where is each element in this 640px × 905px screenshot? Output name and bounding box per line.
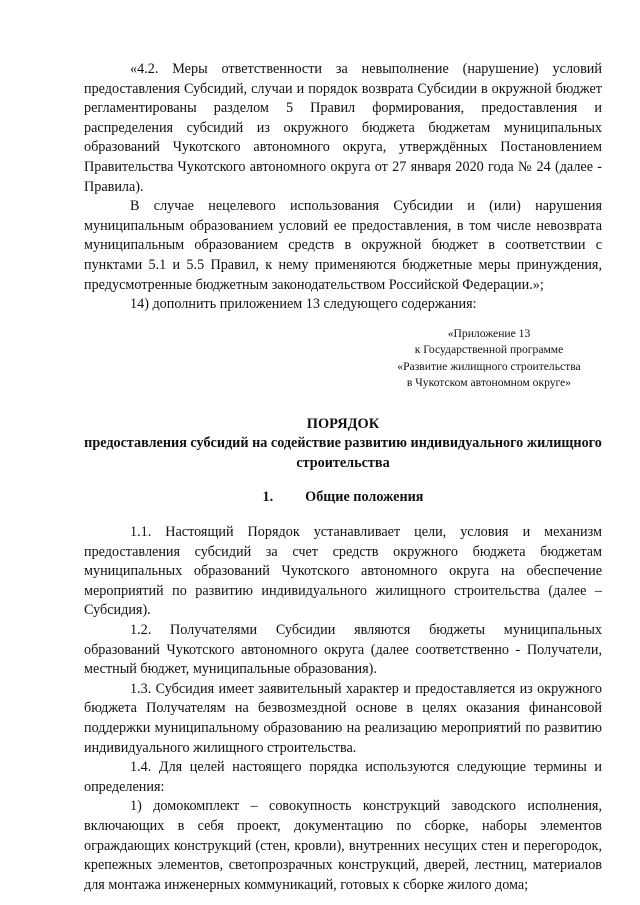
section-number: 1. [262, 488, 274, 505]
appendix-line: к Государственной программе [414, 343, 564, 357]
title-main: ПОРЯДОК [306, 415, 380, 432]
document-page [84, 60, 602, 895]
paragraph-1-1: 1.1. Настоящий Порядок устанавливает цели, условия и механизм предоставления субсидий за счет средств окружного бюджета бюджетам муниципальных образований Чукотского автономного округа на обеспечение мероприятий по развитию индивидуального жилищного строительства (далее – Субсидия). [84, 524, 602, 619]
section-title: Общие положения [305, 488, 424, 505]
paragraph-4-2: «4.2. Меры ответственности за невыполнение (нарушение) условий предоставления Субсидий, случаи и порядок возврата Субсидии в окружной бюджет регламентированы разделом 5 Правил формирования, предоставления и распределения субсидий из окружного бюджета бюджетам муниципальных образований Чукотского автономного округа, утверждённых Постановлением Правительства Чукотского автономного округа от 27 января 2020 года № 24 (далее - Правила). [84, 61, 602, 195]
document-title [84, 415, 602, 474]
paragraph-amendment-14: 14) дополнить приложением 13 следующего содержания: [130, 296, 477, 313]
paragraph-1-2: 1.2. Получателями Субсидии являются бюджеты муниципальных образований Чукотского автономного округа (далее соответственно - Получатели, местный бюджет, муниципальные образования). [84, 622, 602, 678]
paragraph-1-3: 1.3. Субсидия имеет заявительный характер и предоставляется из окружного бюджета Получателям на безвозмездной основе в целях оказания финансовой поддержки муниципальному образованию на реализацию мероприятий по развитию индивидуального жилищного строительства. [84, 680, 602, 756]
appendix-line: «Приложение 13 [447, 326, 531, 340]
title-sub: предоставления субсидий на содействие развитию индивидуального жилищного строительства [84, 435, 602, 471]
appendix-line: в Чукотском автономном округе» [406, 376, 572, 390]
appendix-header [84, 326, 602, 392]
paragraph-definition-1: 1) домокомплект – совокупность конструкций заводского исполнения, включающих в себя проект, документацию по сборке, наборы элементов ограждающих конструкций (стен, кровли), внутренних несущих стен и перегородок, крепежных элементов, светопрозрачных конструкций, дверей, лестниц, материалов для монтажа инженерных коммуникаций, готовых к сборке жилого дома; [84, 798, 602, 893]
appendix-line: «Развитие жилищного строительства [397, 359, 581, 373]
paragraph-1-4: 1.4. Для целей настоящего порядка используются следующие термины и определения: [84, 759, 602, 795]
section-heading [84, 488, 602, 508]
paragraph-misuse: В случае нецелевого использования Субсидии и (или) нарушения муниципальным образованием условий ее предоставления, в том числе невозврата муниципальным образованием средств в окружной бюджет в соответствии с пунктами 5.1 и 5.5 Правил, к нему применяются бюджетные меры принуждения, предусмотренные бюджетным законодательством Российской Федерации.»; [84, 198, 602, 293]
